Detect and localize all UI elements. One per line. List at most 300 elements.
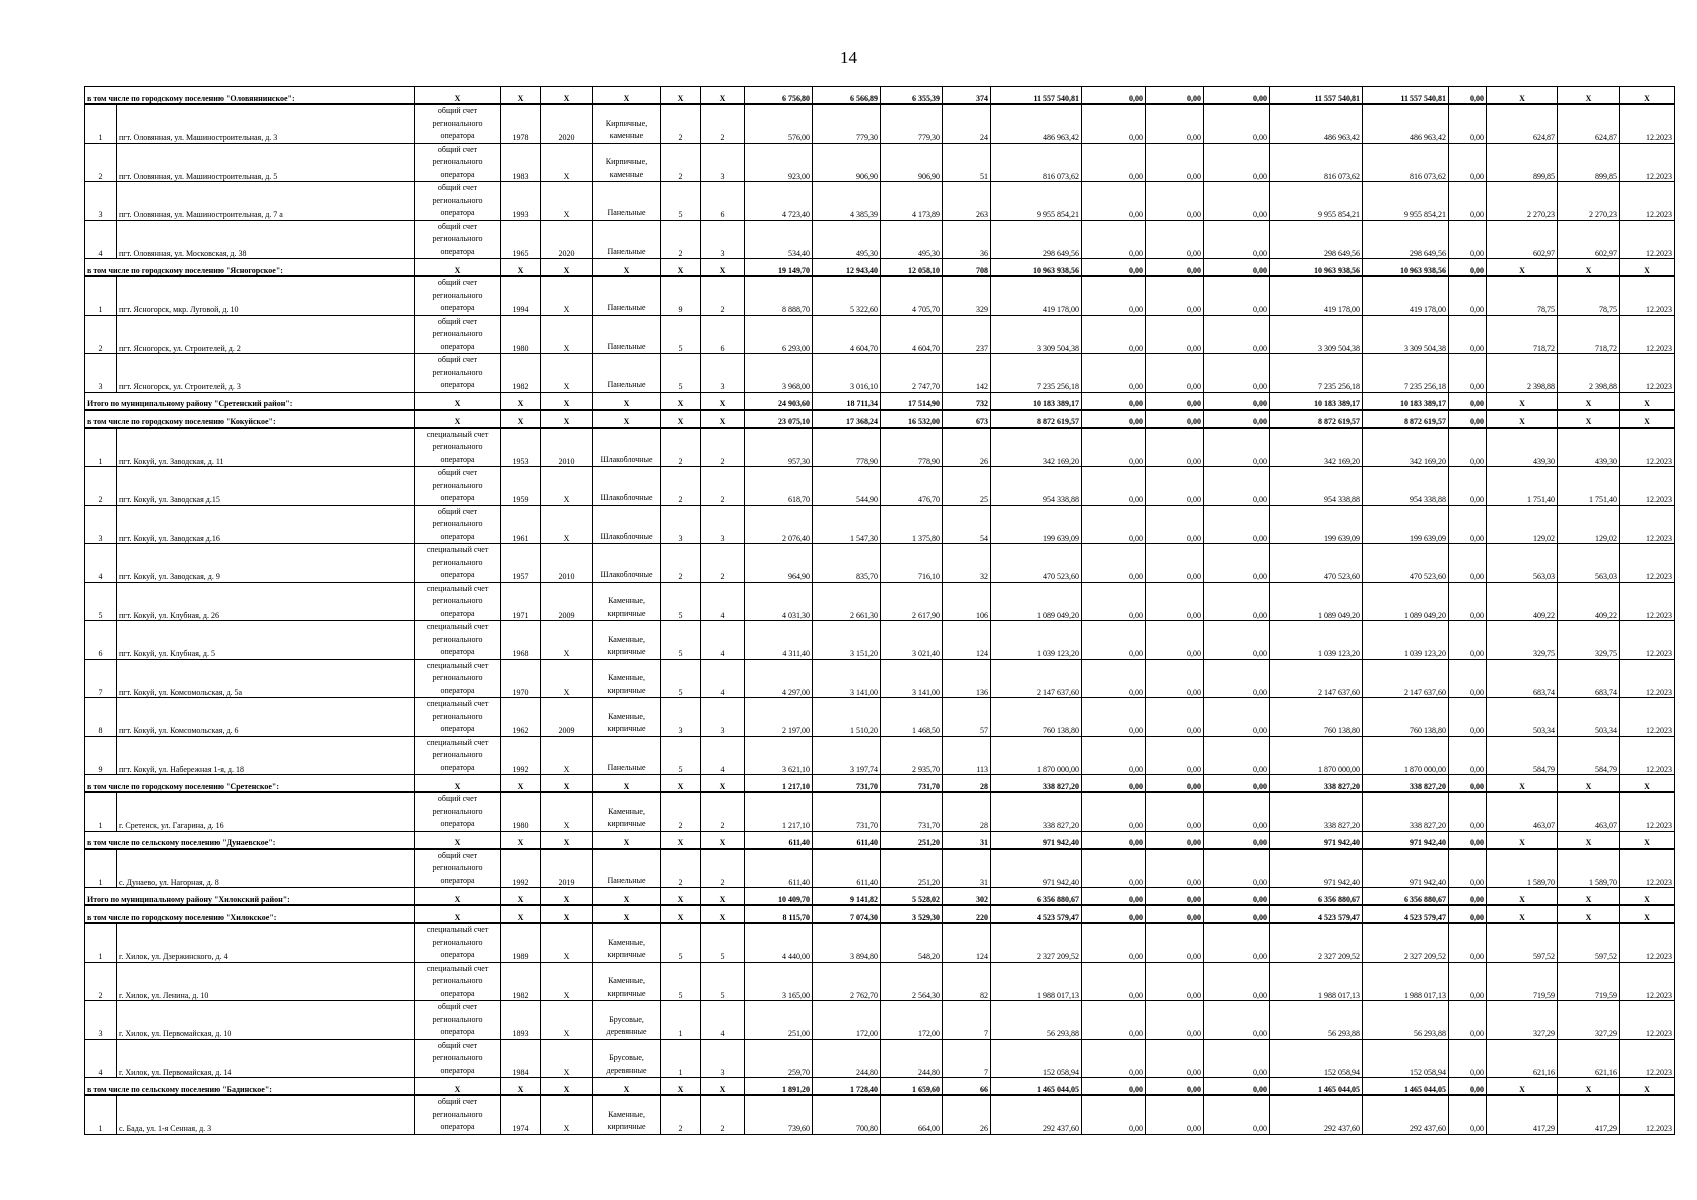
- area-total-cell: 739,60: [745, 1095, 813, 1134]
- year-repair-cell: X: [541, 182, 593, 221]
- fund-regional-cell: 0,00: [1146, 87, 1204, 105]
- entrances-cell: 4: [701, 582, 745, 621]
- fund-owners-cell: 152 058,94: [1270, 1039, 1363, 1078]
- fund-owners-cell: 760 138,80: [1270, 698, 1363, 737]
- unit-cost-limit-cell: 597,52: [1558, 923, 1620, 962]
- fund-other-cell: 11 557 540,81: [1363, 87, 1449, 105]
- fund-regional-cell: 0,00: [1146, 888, 1204, 906]
- fund-owners-cell: 486 963,42: [1270, 104, 1363, 143]
- fund-owners-cell: 1 039 123,20: [1270, 621, 1363, 660]
- unit-cost-limit-cell: X: [1558, 410, 1620, 428]
- fund-other-cell: 486 963,42: [1363, 104, 1449, 143]
- unit-cost-cell: X: [1487, 259, 1558, 277]
- fund-regional-cell: 0,00: [1146, 582, 1204, 621]
- entrances-cell: 2: [701, 1095, 745, 1134]
- address-cell: г. Хилок, ул. Ленина, д. 10: [117, 962, 415, 1001]
- year-repair-cell: X: [541, 276, 593, 315]
- fund-federal-cell: 0,00: [1082, 392, 1146, 410]
- fund-owners-cell: 1 089 049,20: [1270, 582, 1363, 621]
- residents-cell: 263: [943, 182, 991, 221]
- fund-local-cell: 0,00: [1204, 428, 1270, 467]
- fund-other-cell: 2 147 637,60: [1363, 659, 1449, 698]
- area-total-cell: 4 723,40: [745, 182, 813, 221]
- fund-owners-cell: 470 523,60: [1270, 544, 1363, 583]
- row-number-cell: 2: [85, 467, 117, 506]
- area-living-cell: 4 385,39: [813, 182, 881, 221]
- table-row: [85, 1039, 1675, 1078]
- address-cell: пгт. Оловянная, ул. Машиностроительная, д. 7 а: [117, 182, 415, 221]
- residents-cell: 374: [943, 87, 991, 105]
- deadline-cell: 12.2023: [1620, 505, 1675, 544]
- fund-federal-cell: 0,00: [1082, 87, 1146, 105]
- year-built-cell: 1971: [501, 582, 541, 621]
- year-built-cell: 1978: [501, 104, 541, 143]
- unit-cost-limit-cell: 409,22: [1558, 582, 1620, 621]
- year-built-cell: X: [501, 775, 541, 793]
- wall-material-cell: Панельные: [593, 736, 661, 775]
- fund-federal-cell: 0,00: [1082, 1039, 1146, 1078]
- area-living-cell: 835,70: [813, 544, 881, 583]
- year-built-cell: 1982: [501, 962, 541, 1001]
- fund-local-cell: 0,00: [1204, 87, 1270, 105]
- area-total-cell: 957,30: [745, 428, 813, 467]
- table-row: [85, 220, 1675, 259]
- address-cell: г. Хилок, ул. Первомайская, д. 10: [117, 1001, 415, 1040]
- fund-federal-cell: 0,00: [1082, 962, 1146, 1001]
- unit-cost-cell: 597,52: [1487, 923, 1558, 962]
- fund-regional-cell: 0,00: [1146, 905, 1204, 923]
- area-total-cell: 24 903,60: [745, 392, 813, 410]
- wall-material-cell: Панельные: [593, 220, 661, 259]
- floors-cell: 5: [661, 315, 701, 354]
- year-repair-cell: X: [541, 831, 593, 849]
- address-cell: с. Бада, ул. 1-я Сенная, д. 3: [117, 1095, 415, 1134]
- unit-cost-cell: 624,87: [1487, 104, 1558, 143]
- fund-federal-cell: 0,00: [1082, 410, 1146, 428]
- fund-local-cell: 0,00: [1204, 792, 1270, 831]
- table-row: [85, 849, 1675, 888]
- fund-federal-cell: 0,00: [1082, 1095, 1146, 1134]
- residents-cell: 51: [943, 143, 991, 182]
- deadline-cell: 12.2023: [1620, 1039, 1675, 1078]
- account-type-cell: специальный счет регионального оператора: [415, 428, 501, 467]
- floors-cell: 2: [661, 220, 701, 259]
- area-residential-cell: 476,70: [881, 467, 943, 506]
- area-residential-cell: 664,00: [881, 1095, 943, 1134]
- floors-cell: 5: [661, 182, 701, 221]
- wall-material-cell: Шлакоблочные: [593, 544, 661, 583]
- unit-cost-limit-cell: 2 398,88: [1558, 354, 1620, 393]
- area-living-cell: 611,40: [813, 849, 881, 888]
- year-built-cell: 1983: [501, 143, 541, 182]
- year-repair-cell: X: [541, 962, 593, 1001]
- wall-material-cell: Кирпичные, каменные: [593, 143, 661, 182]
- year-repair-cell: 2020: [541, 104, 593, 143]
- unit-cost-cell: 327,29: [1487, 1001, 1558, 1040]
- area-residential-cell: 5 528,02: [881, 888, 943, 906]
- row-number-cell: 2: [85, 143, 117, 182]
- wall-material-cell: Каменные, кирпичные: [593, 1095, 661, 1134]
- floors-cell: 5: [661, 582, 701, 621]
- fund-local-cell: 0,00: [1204, 1095, 1270, 1134]
- fund-local-cell: 0,00: [1204, 354, 1270, 393]
- unit-cost-limit-cell: 719,59: [1558, 962, 1620, 1001]
- residents-cell: 7: [943, 1001, 991, 1040]
- unit-cost-limit-cell: 417,29: [1558, 1095, 1620, 1134]
- fund-owners-cell: 338 827,20: [1270, 792, 1363, 831]
- area-total-cell: 251,00: [745, 1001, 813, 1040]
- residents-cell: 237: [943, 315, 991, 354]
- wall-material-cell: Каменные, кирпичные: [593, 792, 661, 831]
- fund-local-cell: 0,00: [1204, 182, 1270, 221]
- deadline-cell: X: [1620, 775, 1675, 793]
- fund-reserve-cell: 0,00: [1449, 276, 1487, 315]
- unit-cost-cell: 683,74: [1487, 659, 1558, 698]
- entrances-cell: 6: [701, 182, 745, 221]
- fund-reserve-cell: 0,00: [1449, 87, 1487, 105]
- fund-other-cell: 419 178,00: [1363, 276, 1449, 315]
- year-built-cell: 1980: [501, 315, 541, 354]
- deadline-cell: 12.2023: [1620, 428, 1675, 467]
- table-row: [85, 1001, 1675, 1040]
- fund-regional-cell: 0,00: [1146, 1001, 1204, 1040]
- fund-federal-cell: 0,00: [1082, 104, 1146, 143]
- area-total-cell: 576,00: [745, 104, 813, 143]
- entrances-cell: 2: [701, 428, 745, 467]
- entrances-cell: 3: [701, 1039, 745, 1078]
- fund-federal-cell: 0,00: [1082, 582, 1146, 621]
- area-residential-cell: 4 705,70: [881, 276, 943, 315]
- cost-total-cell: 816 073,62: [991, 143, 1082, 182]
- unit-cost-limit-cell: 463,07: [1558, 792, 1620, 831]
- unit-cost-cell: 439,30: [1487, 428, 1558, 467]
- unit-cost-limit-cell: 584,79: [1558, 736, 1620, 775]
- address-cell: пгт. Кокуй, ул. Заводская, д. 11: [117, 428, 415, 467]
- fund-reserve-cell: 0,00: [1449, 354, 1487, 393]
- fund-regional-cell: 0,00: [1146, 962, 1204, 1001]
- account-x-cell: X: [415, 888, 501, 906]
- cost-total-cell: 3 309 504,38: [991, 315, 1082, 354]
- wall-material-cell: X: [593, 87, 661, 105]
- account-x-cell: X: [415, 87, 501, 105]
- unit-cost-limit-cell: 621,16: [1558, 1039, 1620, 1078]
- account-x-cell: X: [415, 775, 501, 793]
- cost-total-cell: 971 942,40: [991, 849, 1082, 888]
- cost-total-cell: 298 649,56: [991, 220, 1082, 259]
- wall-material-cell: Панельные: [593, 849, 661, 888]
- year-repair-cell: 2010: [541, 544, 593, 583]
- area-residential-cell: 6 355,39: [881, 87, 943, 105]
- cost-total-cell: 1 465 044,05: [991, 1078, 1082, 1096]
- address-cell: пгт. Кокуй, ул. Клубная, д. 26: [117, 582, 415, 621]
- area-residential-cell: 716,10: [881, 544, 943, 583]
- wall-material-cell: Каменные, кирпичные: [593, 621, 661, 660]
- year-built-cell: X: [501, 1078, 541, 1096]
- deadline-cell: X: [1620, 87, 1675, 105]
- area-residential-cell: 1 375,80: [881, 505, 943, 544]
- account-type-cell: специальный счет регионального оператора: [415, 544, 501, 583]
- fund-other-cell: 8 872 619,57: [1363, 410, 1449, 428]
- area-living-cell: 779,30: [813, 104, 881, 143]
- account-x-cell: X: [415, 259, 501, 277]
- unit-cost-cell: 602,97: [1487, 220, 1558, 259]
- area-living-cell: 244,80: [813, 1039, 881, 1078]
- fund-regional-cell: 0,00: [1146, 831, 1204, 849]
- subtotal-row: [85, 410, 1675, 428]
- fund-local-cell: 0,00: [1204, 1001, 1270, 1040]
- area-total-cell: 8 888,70: [745, 276, 813, 315]
- fund-reserve-cell: 0,00: [1449, 315, 1487, 354]
- fund-reserve-cell: 0,00: [1449, 182, 1487, 221]
- cost-total-cell: 1 039 123,20: [991, 621, 1082, 660]
- account-type-cell: общий счет регионального оператора: [415, 505, 501, 544]
- deadline-cell: X: [1620, 831, 1675, 849]
- fund-reserve-cell: 0,00: [1449, 923, 1487, 962]
- fund-local-cell: 0,00: [1204, 220, 1270, 259]
- year-repair-cell: 2019: [541, 849, 593, 888]
- year-built-cell: X: [501, 831, 541, 849]
- fund-local-cell: 0,00: [1204, 659, 1270, 698]
- area-total-cell: 10 409,70: [745, 888, 813, 906]
- subtotal-label: в том числе по сельскому поселению "Дунаевское":: [85, 831, 415, 849]
- account-type-cell: общий счет регионального оператора: [415, 354, 501, 393]
- unit-cost-cell: X: [1487, 410, 1558, 428]
- entrances-cell: 5: [701, 923, 745, 962]
- fund-reserve-cell: 0,00: [1449, 392, 1487, 410]
- year-repair-cell: X: [541, 1001, 593, 1040]
- fund-federal-cell: 0,00: [1082, 182, 1146, 221]
- cost-total-cell: 2 147 637,60: [991, 659, 1082, 698]
- address-cell: пгт. Кокуй, ул. Заводская д.15: [117, 467, 415, 506]
- year-built-cell: 1982: [501, 354, 541, 393]
- residents-cell: 124: [943, 923, 991, 962]
- fund-federal-cell: 0,00: [1082, 698, 1146, 737]
- unit-cost-limit-cell: 899,85: [1558, 143, 1620, 182]
- account-type-cell: общий счет регионального оператора: [415, 1039, 501, 1078]
- year-built-cell: 1957: [501, 544, 541, 583]
- fund-other-cell: 971 942,40: [1363, 849, 1449, 888]
- unit-cost-cell: 2 398,88: [1487, 354, 1558, 393]
- fund-local-cell: 0,00: [1204, 582, 1270, 621]
- account-type-cell: общий счет регионального оператора: [415, 220, 501, 259]
- unit-cost-limit-cell: X: [1558, 888, 1620, 906]
- row-number-cell: 9: [85, 736, 117, 775]
- area-living-cell: 9 141,82: [813, 888, 881, 906]
- fund-owners-cell: 1 465 044,05: [1270, 1078, 1363, 1096]
- fund-reserve-cell: 0,00: [1449, 259, 1487, 277]
- fund-local-cell: 0,00: [1204, 736, 1270, 775]
- fund-owners-cell: 1 988 017,13: [1270, 962, 1363, 1001]
- fund-regional-cell: 0,00: [1146, 182, 1204, 221]
- fund-other-cell: 298 649,56: [1363, 220, 1449, 259]
- account-type-cell: специальный счет регионального оператора: [415, 698, 501, 737]
- residents-cell: 36: [943, 220, 991, 259]
- subtotal-label: Итого по муниципальному району "Сретенский район":: [85, 392, 415, 410]
- deadline-cell: 12.2023: [1620, 849, 1675, 888]
- area-total-cell: 964,90: [745, 544, 813, 583]
- fund-local-cell: 0,00: [1204, 1078, 1270, 1096]
- subtotal-label: в том числе по городскому поселению "Сретенское":: [85, 775, 415, 793]
- subtotal-label: в том числе по сельскому поселению "Бадинское":: [85, 1078, 415, 1096]
- year-built-cell: 1989: [501, 923, 541, 962]
- unit-cost-limit-cell: 624,87: [1558, 104, 1620, 143]
- fund-local-cell: 0,00: [1204, 962, 1270, 1001]
- entrances-cell: 3: [701, 220, 745, 259]
- area-total-cell: 3 621,10: [745, 736, 813, 775]
- fund-regional-cell: 0,00: [1146, 467, 1204, 506]
- unit-cost-cell: 1 589,70: [1487, 849, 1558, 888]
- fund-reserve-cell: 0,00: [1449, 698, 1487, 737]
- cost-total-cell: 56 293,88: [991, 1001, 1082, 1040]
- area-living-cell: 3 141,00: [813, 659, 881, 698]
- floors-cell: X: [661, 410, 701, 428]
- row-number-cell: 1: [85, 792, 117, 831]
- subtotal-row: [85, 259, 1675, 277]
- fund-reserve-cell: 0,00: [1449, 905, 1487, 923]
- table-row: [85, 354, 1675, 393]
- deadline-cell: X: [1620, 410, 1675, 428]
- residents-cell: 673: [943, 410, 991, 428]
- fund-reserve-cell: 0,00: [1449, 1078, 1487, 1096]
- wall-material-cell: Шлакоблочные: [593, 505, 661, 544]
- floors-cell: 5: [661, 923, 701, 962]
- fund-owners-cell: 292 437,60: [1270, 1095, 1363, 1134]
- subtotal-row: [85, 905, 1675, 923]
- address-cell: пгт. Кокуй, ул. Заводская, д. 9: [117, 544, 415, 583]
- unit-cost-cell: 563,03: [1487, 544, 1558, 583]
- area-living-cell: 5 322,60: [813, 276, 881, 315]
- year-built-cell: X: [501, 259, 541, 277]
- area-residential-cell: 244,80: [881, 1039, 943, 1078]
- fund-federal-cell: 0,00: [1082, 467, 1146, 506]
- table-row: [85, 621, 1675, 660]
- entrances-cell: 4: [701, 736, 745, 775]
- area-total-cell: 611,40: [745, 831, 813, 849]
- area-residential-cell: 17 514,90: [881, 392, 943, 410]
- fund-federal-cell: 0,00: [1082, 220, 1146, 259]
- area-total-cell: 1 217,10: [745, 775, 813, 793]
- residents-cell: 31: [943, 849, 991, 888]
- fund-reserve-cell: 0,00: [1449, 888, 1487, 906]
- fund-regional-cell: 0,00: [1146, 698, 1204, 737]
- fund-federal-cell: 0,00: [1082, 888, 1146, 906]
- fund-reserve-cell: 0,00: [1449, 410, 1487, 428]
- year-repair-cell: X: [541, 410, 593, 428]
- area-residential-cell: 251,20: [881, 849, 943, 888]
- fund-federal-cell: 0,00: [1082, 849, 1146, 888]
- area-living-cell: 700,80: [813, 1095, 881, 1134]
- area-total-cell: 2 197,00: [745, 698, 813, 737]
- fund-federal-cell: 0,00: [1082, 276, 1146, 315]
- area-total-cell: 19 149,70: [745, 259, 813, 277]
- year-repair-cell: 2020: [541, 220, 593, 259]
- deadline-cell: 12.2023: [1620, 315, 1675, 354]
- fund-local-cell: 0,00: [1204, 143, 1270, 182]
- fund-reserve-cell: 0,00: [1449, 1095, 1487, 1134]
- fund-reserve-cell: 0,00: [1449, 1001, 1487, 1040]
- row-number-cell: 1: [85, 923, 117, 962]
- year-repair-cell: X: [541, 467, 593, 506]
- floors-cell: X: [661, 905, 701, 923]
- area-living-cell: 6 566,89: [813, 87, 881, 105]
- area-total-cell: 4 440,00: [745, 923, 813, 962]
- entrances-cell: 3: [701, 354, 745, 393]
- area-living-cell: 7 074,30: [813, 905, 881, 923]
- area-residential-cell: 3 529,30: [881, 905, 943, 923]
- deadline-cell: 12.2023: [1620, 962, 1675, 1001]
- unit-cost-limit-cell: 683,74: [1558, 659, 1620, 698]
- fund-owners-cell: 338 827,20: [1270, 775, 1363, 793]
- floors-cell: X: [661, 831, 701, 849]
- deadline-cell: 12.2023: [1620, 182, 1675, 221]
- deadline-cell: 12.2023: [1620, 104, 1675, 143]
- entrances-cell: X: [701, 775, 745, 793]
- fund-other-cell: 4 523 579,47: [1363, 905, 1449, 923]
- unit-cost-limit-cell: 1 589,70: [1558, 849, 1620, 888]
- area-living-cell: 172,00: [813, 1001, 881, 1040]
- cost-total-cell: 1 870 000,00: [991, 736, 1082, 775]
- fund-regional-cell: 0,00: [1146, 659, 1204, 698]
- fund-owners-cell: 816 073,62: [1270, 143, 1363, 182]
- fund-local-cell: 0,00: [1204, 410, 1270, 428]
- area-living-cell: 12 943,40: [813, 259, 881, 277]
- table-row: [85, 736, 1675, 775]
- fund-reserve-cell: 0,00: [1449, 104, 1487, 143]
- residents-cell: 24: [943, 104, 991, 143]
- entrances-cell: 2: [701, 104, 745, 143]
- wall-material-cell: X: [593, 775, 661, 793]
- unit-cost-cell: 463,07: [1487, 792, 1558, 831]
- wall-material-cell: X: [593, 888, 661, 906]
- year-built-cell: 1992: [501, 849, 541, 888]
- fund-other-cell: 1 039 123,20: [1363, 621, 1449, 660]
- wall-material-cell: Каменные, кирпичные: [593, 962, 661, 1001]
- wall-material-cell: Панельные: [593, 182, 661, 221]
- area-living-cell: 3 894,80: [813, 923, 881, 962]
- account-type-cell: общий счет регионального оператора: [415, 792, 501, 831]
- year-built-cell: 1980: [501, 792, 541, 831]
- deadline-cell: X: [1620, 1078, 1675, 1096]
- unit-cost-cell: 409,22: [1487, 582, 1558, 621]
- account-type-cell: специальный счет регионального оператора: [415, 736, 501, 775]
- unit-cost-cell: 719,59: [1487, 962, 1558, 1001]
- fund-regional-cell: 0,00: [1146, 792, 1204, 831]
- residents-cell: 26: [943, 428, 991, 467]
- cost-total-cell: 2 327 209,52: [991, 923, 1082, 962]
- year-repair-cell: X: [541, 354, 593, 393]
- unit-cost-limit-cell: 129,02: [1558, 505, 1620, 544]
- fund-federal-cell: 0,00: [1082, 143, 1146, 182]
- deadline-cell: 12.2023: [1620, 659, 1675, 698]
- cost-total-cell: 971 942,40: [991, 831, 1082, 849]
- year-built-cell: X: [501, 888, 541, 906]
- fund-federal-cell: 0,00: [1082, 905, 1146, 923]
- cost-total-cell: 4 523 579,47: [991, 905, 1082, 923]
- fund-owners-cell: 11 557 540,81: [1270, 87, 1363, 105]
- wall-material-cell: X: [593, 259, 661, 277]
- wall-material-cell: Каменные, кирпичные: [593, 659, 661, 698]
- area-residential-cell: 1 659,60: [881, 1078, 943, 1096]
- fund-other-cell: 1 465 044,05: [1363, 1078, 1449, 1096]
- deadline-cell: 12.2023: [1620, 220, 1675, 259]
- unit-cost-cell: 78,75: [1487, 276, 1558, 315]
- year-built-cell: X: [501, 410, 541, 428]
- unit-cost-cell: 621,16: [1487, 1039, 1558, 1078]
- cost-total-cell: 11 557 540,81: [991, 87, 1082, 105]
- year-built-cell: 1968: [501, 621, 541, 660]
- floors-cell: X: [661, 888, 701, 906]
- fund-other-cell: 338 827,20: [1363, 775, 1449, 793]
